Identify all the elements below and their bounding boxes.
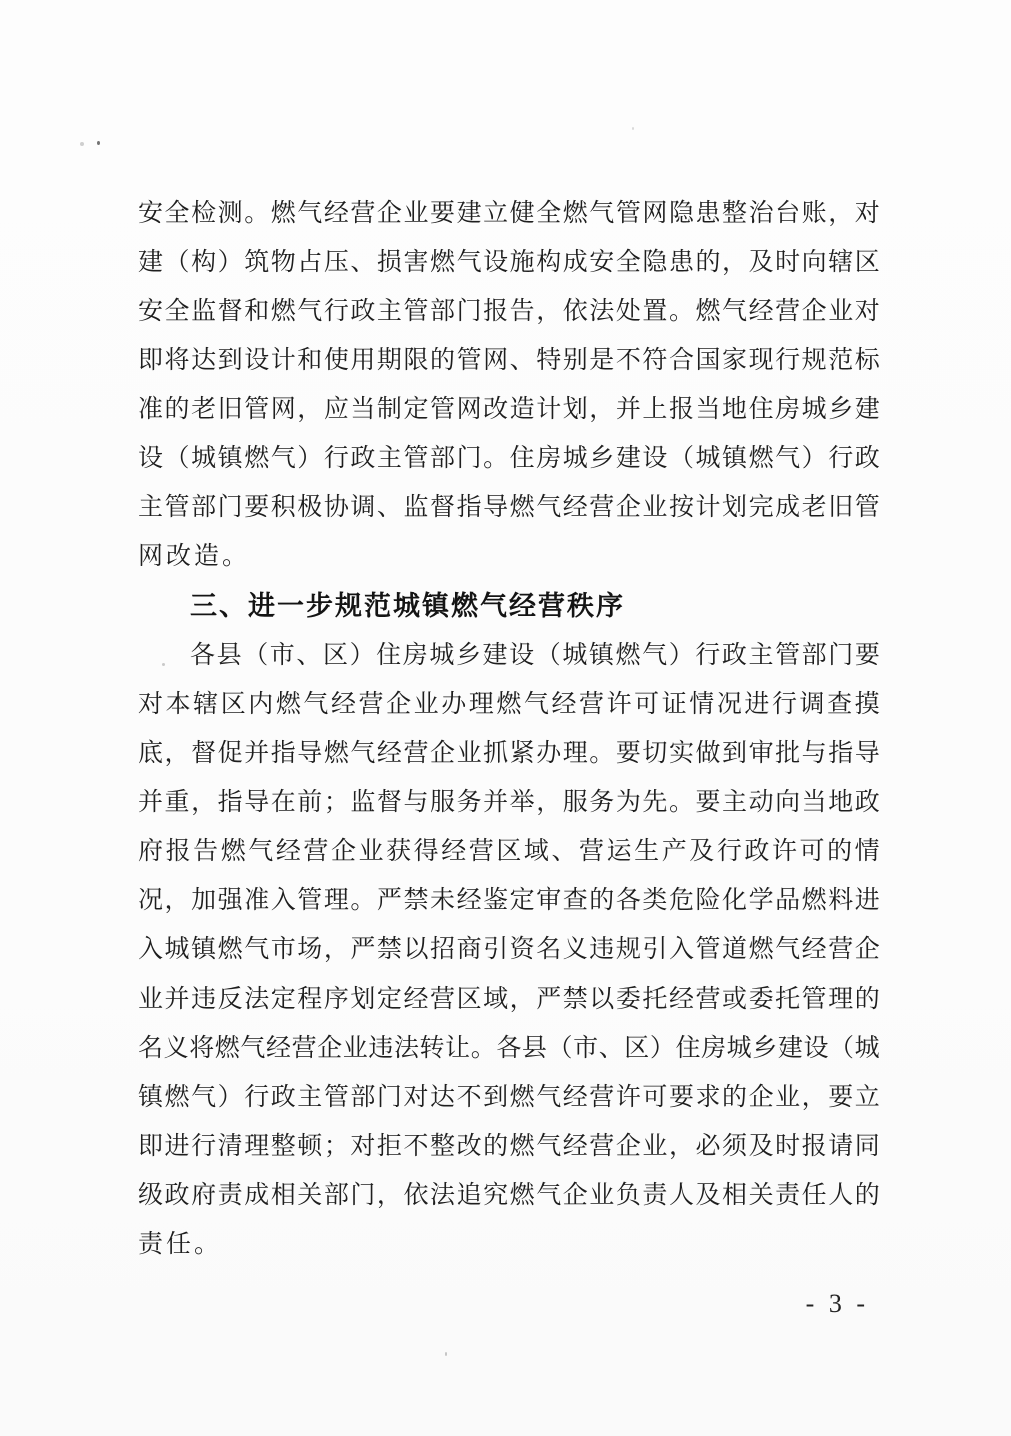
scan-speck <box>445 1352 447 1356</box>
text-line: 即 进 行 清 理 整 顿 ； 对 拒 不 整 改 的 燃 气 经 营 企 业 ， 必 须 及 时 报 请 同 <box>138 1132 880 1160</box>
text-line: 底 ， 督 促 并 指 导 燃 气 经 营 企 业 抓 紧 办 理 。 要 切 实 做 到 审 批 与 指 导 <box>138 739 880 767</box>
text-line: 各 县 （ 市 、 区 ） 住 房 城 乡 建 设 （ 城 镇 燃 气 ） 行 政 主 管 部 门 要 <box>190 641 880 669</box>
section-heading: 三 、 进 一 步 规 范 城 镇 燃 气 经 营 秩 序 <box>190 591 623 622</box>
text-line: 业 并 违 反 法 定 程 序 划 定 经 营 区 域 ， 严 禁 以 委 托 经 营 或 委 托 管 理 的 <box>138 985 880 1013</box>
scan-speck <box>80 142 84 146</box>
text-line: 安 全 监 督 和 燃 气 行 政 主 管 部 门 报 告 ， 依 法 处 置 。 燃 气 经 营 企 业 对 <box>138 297 880 325</box>
text-line: 入 城 镇 燃 气 市 场 ， 严 禁 以 招 商 引 资 名 义 违 规 引 入 管 道 燃 气 经 营 企 <box>138 936 880 964</box>
text-line: 网 改 造 。 <box>138 543 248 571</box>
text-line: 责 任 。 <box>138 1231 220 1259</box>
document-body <box>138 186 880 1267</box>
text-line: 并 重 ， 指 导 在 前 ； 监 督 与 服 务 并 举 ， 服 务 为 先 。 要 主 动 向 当 地 政 <box>138 789 880 817</box>
scan-speck <box>632 127 634 130</box>
text-line: 况 ， 加 强 准 入 管 理 。 严 禁 未 经 鉴 定 审 查 的 各 类 危 险 化 学 品 燃 料 进 <box>138 887 880 915</box>
page-number: - 3 - <box>805 1289 869 1318</box>
text-line: 设 （ 城 镇 燃 气 ） 行 政 主 管 部 门 。 住 房 城 乡 建 设 （ 城 镇 燃 气 ） 行 政 <box>138 445 880 473</box>
scan-speck <box>97 141 100 145</box>
text-line: 即 将 达 到 设 计 和 使 用 期 限 的 管 网 、 特 别 是 不 符 合 国 家 现 行 规 范 标 <box>138 346 880 374</box>
text-line: 级 政 府 责 成 相 关 部 门 ， 依 法 追 究 燃 气 企 业 负 责 人 及 相 关 责 任 人 的 <box>138 1182 880 1210</box>
text-line: 名 义 将 燃 气 经 营 企 业 违 法 转 让 。 各 县 （ 市 、 区 ） 住 房 城 乡 建 设 （ 城 <box>138 1034 880 1062</box>
text-line: 主 管 部 门 要 积 极 协 调 、 监 督 指 导 燃 气 经 营 企 业 按 计 划 完 成 老 旧 管 <box>138 494 880 522</box>
text-line: 府 报 告 燃 气 经 营 企 业 获 得 经 营 区 域 、 营 运 生 产 及 行 政 许 可 的 情 <box>138 838 880 866</box>
text-line: 安 全 检 测 。 燃 气 经 营 企 业 要 建 立 健 全 燃 气 管 网 隐 患 整 治 台 账 ， 对 <box>138 199 880 227</box>
text-line: 准 的 老 旧 管 网 ， 应 当 制 定 管 网 改 造 计 划 ， 并 上 报 当 地 住 房 城 乡 建 <box>138 396 880 424</box>
text-line: 镇 燃 气 ） 行 政 主 管 部 门 对 达 不 到 燃 气 经 营 许 可 要 求 的 企 业 ， 要 立 <box>138 1083 880 1111</box>
text-line: 对 本 辖 区 内 燃 气 经 营 企 业 办 理 燃 气 经 营 许 可 证 情 况 进 行 调 查 摸 <box>138 690 880 718</box>
text-line: 建 （ 构 ） 筑 物 占 压 、 损 害 燃 气 设 施 构 成 安 全 隐 患 的 ， 及 时 向 辖 区 <box>138 248 880 276</box>
